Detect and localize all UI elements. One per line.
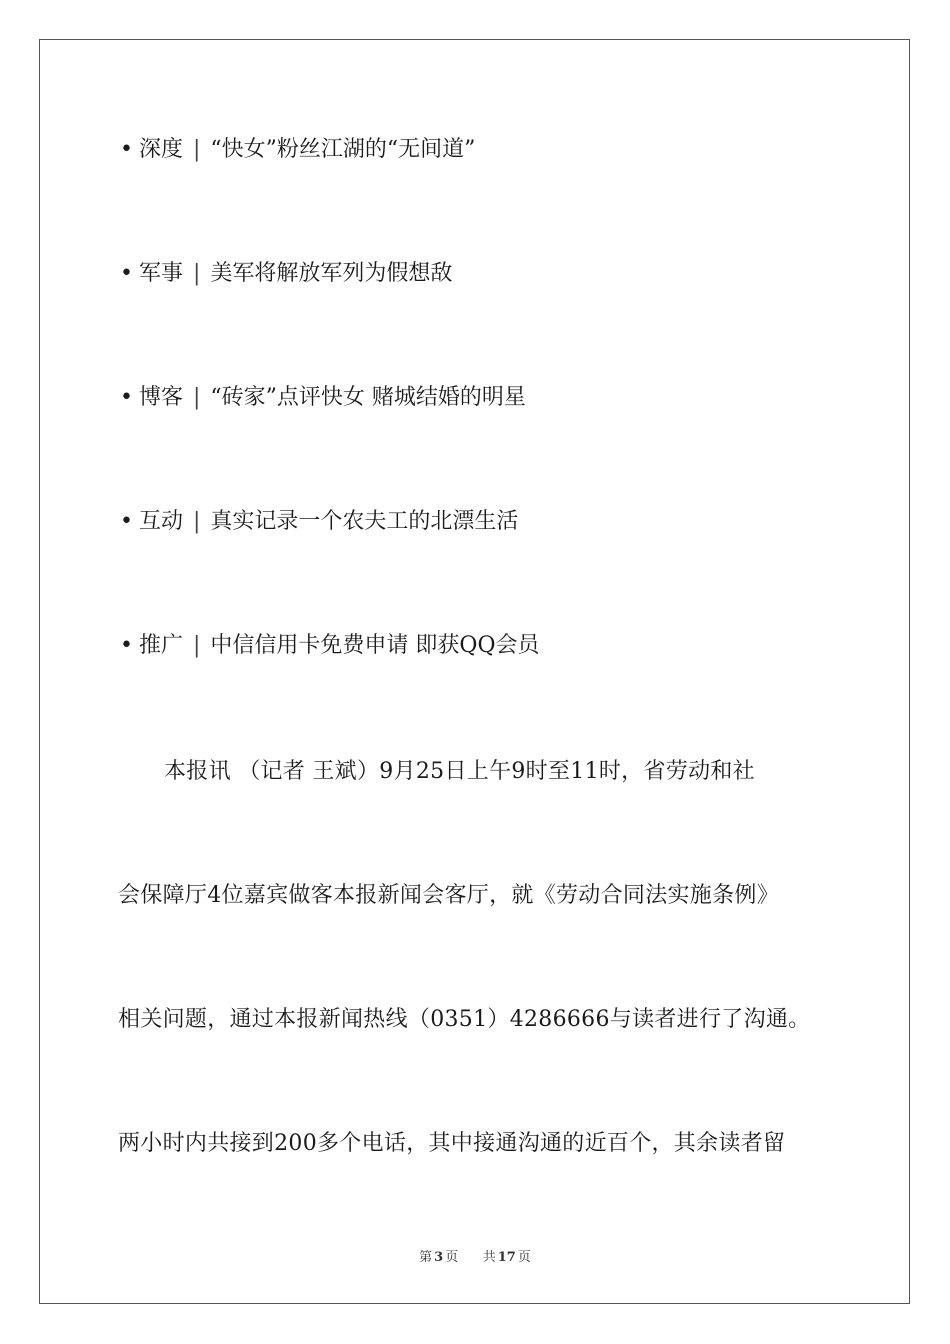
page-number: 第 3 页 [419, 1250, 459, 1265]
page-footer [0, 1246, 950, 1265]
news-bullet-item[interactable] [120, 383, 526, 413]
page-total: 共 17 页 [482, 1250, 531, 1265]
bullet-category: 推广 [138, 633, 183, 658]
article-paragraph-line: 两小时内共接到200多个电话，其中接通沟通的近百个，其余读者留 [118, 1131, 786, 1156]
news-bullet-item[interactable] [120, 135, 475, 165]
bullet-separator: | [193, 633, 201, 658]
bullet-separator: | [193, 137, 201, 162]
bullet-separator: | [193, 261, 201, 286]
bullet-dot: • [120, 137, 133, 162]
bullet-dot: • [120, 385, 133, 410]
news-bullet-item[interactable] [120, 507, 518, 537]
bullet-headline[interactable]: “快女”粉丝江湖的“无间道” [210, 137, 476, 162]
article-paragraph-line: 会保障厅4位嘉宾做客本报新闻会客厅，就《劳动合同法实施条例》 [118, 883, 779, 908]
bullet-headline[interactable]: 真实记录一个农夫工的北漂生活 [210, 509, 519, 534]
bullet-separator: | [193, 509, 201, 534]
bullet-separator: | [193, 385, 201, 410]
page-border [39, 39, 910, 1304]
bullet-category: 互动 [138, 509, 183, 534]
article-paragraph-line: 本报讯 （记者 王斌）9月25日上午9时至11时，省劳动和社 [164, 759, 755, 784]
bullet-dot: • [120, 261, 133, 286]
bullet-dot: • [120, 633, 133, 658]
bullet-headline[interactable]: 美军将解放军列为假想敌 [210, 261, 453, 286]
bullet-dot: • [120, 509, 133, 534]
bullet-headline[interactable]: 中信信用卡免费申请 即获QQ会员 [210, 633, 540, 658]
news-bullet-item[interactable] [120, 631, 540, 661]
bullet-category: 军事 [138, 261, 183, 286]
bullet-category: 博客 [138, 385, 183, 410]
news-bullet-item[interactable] [120, 259, 452, 289]
bullet-category: 深度 [138, 137, 183, 162]
bullet-headline[interactable]: “砖家”点评快女 赌城结婚的明星 [210, 385, 526, 410]
article-paragraph-line: 相关问题，通过本报新闻热线（0351）4286666与读者进行了沟通。 [118, 1007, 811, 1032]
